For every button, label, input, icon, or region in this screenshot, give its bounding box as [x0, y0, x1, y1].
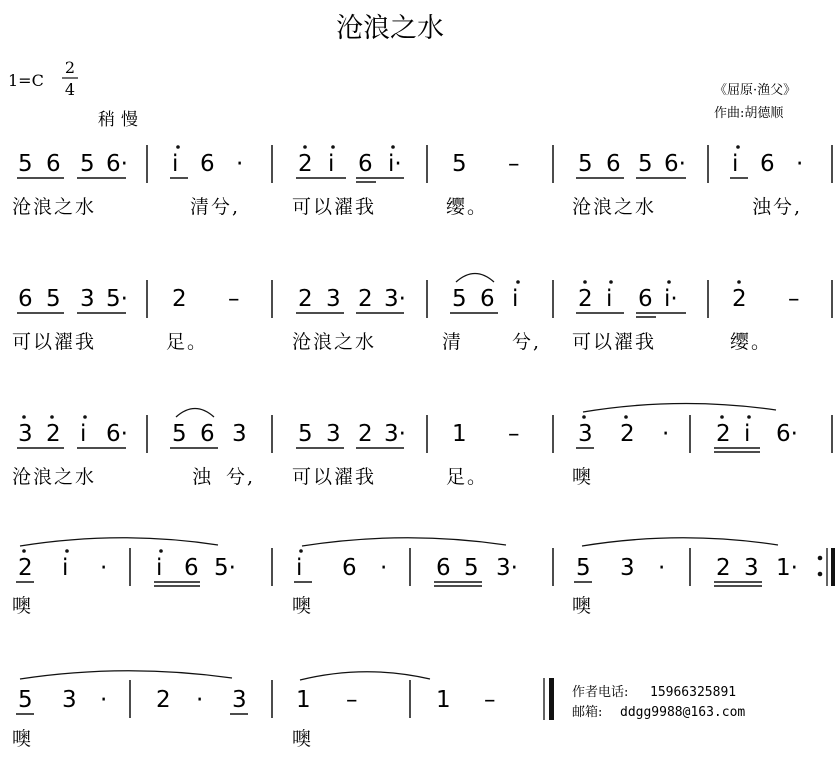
note: 2 — [298, 151, 313, 177]
note: 6 — [638, 286, 653, 312]
note: 6 — [18, 286, 33, 312]
music-line-5 — [12, 671, 554, 750]
note: i — [172, 151, 179, 177]
repeat-thick-barline — [831, 548, 835, 586]
lyric: 沧浪之水 — [12, 196, 97, 218]
note: 2 — [716, 555, 731, 581]
note: 6 — [480, 286, 495, 312]
note: 5 — [464, 555, 479, 581]
note: i — [606, 286, 613, 312]
note: 3 — [18, 421, 33, 447]
music-line-3 — [12, 403, 832, 488]
note: 3 — [620, 555, 635, 581]
note: 2 — [46, 421, 61, 447]
lyric: 浊 — [192, 466, 214, 488]
contact-info — [572, 684, 745, 720]
high-dot — [624, 415, 628, 419]
note: · — [100, 687, 108, 713]
lyric: 清 — [442, 331, 464, 353]
repeat-dot — [818, 556, 823, 561]
final-thick-barline — [549, 678, 554, 720]
note: 1 — [436, 687, 451, 713]
lyric: 兮, — [512, 331, 542, 353]
dash: – — [508, 421, 520, 447]
high-dot — [720, 415, 724, 419]
dash: – — [788, 286, 800, 312]
high-dot — [22, 549, 26, 553]
dash: – — [228, 286, 240, 312]
tempo-marking: 稍慢 — [98, 110, 144, 130]
note: 3 — [326, 421, 341, 447]
high-dot — [736, 145, 740, 149]
note: 6 — [184, 555, 199, 581]
time-sig-bottom: 4 — [64, 80, 76, 99]
note: 6· — [106, 421, 128, 447]
note: i· — [664, 286, 678, 312]
high-dot — [299, 549, 303, 553]
note: 2 — [620, 421, 635, 447]
note: i· — [388, 151, 402, 177]
high-dot — [22, 415, 26, 419]
note: 3 — [578, 421, 593, 447]
lyric: 足。 — [446, 466, 489, 488]
note: · — [658, 555, 666, 581]
note: 3 — [232, 687, 247, 713]
note: 5 — [452, 286, 467, 312]
note: 2 — [716, 421, 731, 447]
lyric: 噢 — [572, 466, 594, 488]
lyric: 缨。 — [730, 331, 773, 353]
high-dot — [159, 549, 163, 553]
composer-text: 作曲:胡德顺 — [714, 106, 784, 121]
high-dot — [609, 280, 613, 284]
note: 6 — [46, 151, 61, 177]
note: 5 — [172, 421, 187, 447]
lyric: 浊兮, — [752, 196, 803, 218]
note: 6 — [200, 421, 215, 447]
repeat-dot — [818, 572, 823, 577]
lyric: 噢 — [12, 595, 34, 617]
lyric: 噢 — [12, 728, 34, 750]
note: 3· — [384, 286, 406, 312]
note: 3· — [496, 555, 518, 581]
lyric: 足。 — [166, 331, 209, 353]
lyric: 沧浪之水 — [12, 466, 97, 488]
high-dot — [583, 280, 587, 284]
note: · — [236, 151, 244, 177]
music-line-4 — [12, 538, 835, 617]
source-text: 《屈原·渔父》 — [714, 83, 797, 98]
note: i — [512, 286, 519, 312]
note: 6· — [664, 151, 686, 177]
note: i — [80, 421, 87, 447]
note: 5 — [452, 151, 467, 177]
note: 2 — [732, 286, 747, 312]
note: 2 — [156, 687, 171, 713]
note: 2 — [172, 286, 187, 312]
note: 5 — [298, 421, 313, 447]
lyric: 缨。 — [446, 196, 489, 218]
high-dot — [50, 415, 54, 419]
high-dot — [83, 415, 87, 419]
music-line-1 — [12, 145, 832, 218]
note: i — [328, 151, 335, 177]
lyric: 可以濯我 — [572, 331, 657, 353]
time-sig-top: 2 — [64, 58, 76, 77]
note: 1 — [296, 687, 311, 713]
lyric: 可以濯我 — [292, 466, 377, 488]
note: 5· — [214, 555, 236, 581]
note: 6 — [760, 151, 775, 177]
note: 6 — [358, 151, 373, 177]
note: 3 — [232, 421, 247, 447]
high-dot — [176, 145, 180, 149]
lyric: 清兮, — [190, 196, 241, 218]
high-dot — [737, 280, 741, 284]
phone-number: 15966325891 — [650, 685, 737, 700]
note: i — [732, 151, 739, 177]
lyric: 兮, — [226, 466, 256, 488]
high-dot — [331, 145, 335, 149]
high-dot — [303, 145, 307, 149]
note: 3 — [80, 286, 95, 312]
note: 2 — [18, 555, 33, 581]
note: 1 — [452, 421, 467, 447]
high-dot — [65, 549, 69, 553]
note: 2 — [358, 286, 373, 312]
slur — [300, 672, 430, 680]
note: 5· — [106, 286, 128, 312]
note: 5 — [18, 151, 33, 177]
note: · — [196, 687, 204, 713]
note: · — [662, 421, 670, 447]
slur — [456, 274, 494, 283]
note: i — [744, 421, 751, 447]
note: 5 — [576, 555, 591, 581]
email-label: 邮箱: — [572, 705, 603, 720]
note: 5 — [46, 286, 61, 312]
note: i — [296, 555, 303, 581]
note: 6 — [200, 151, 215, 177]
note: · — [100, 555, 108, 581]
key-signature: 1=C — [8, 71, 44, 90]
note: 2 — [578, 286, 593, 312]
lyric: 可以濯我 — [12, 331, 97, 353]
slur — [20, 671, 232, 679]
high-dot — [747, 415, 751, 419]
note: i — [62, 555, 69, 581]
dash: – — [484, 687, 496, 713]
lyric: 沧浪之水 — [292, 331, 377, 353]
note: · — [796, 151, 804, 177]
lyric: 噢 — [292, 728, 314, 750]
slur — [176, 409, 214, 418]
note: 6 — [606, 151, 621, 177]
lyric: 可以濯我 — [292, 196, 377, 218]
slur — [582, 538, 778, 546]
dash: – — [508, 151, 520, 177]
note: 2 — [298, 286, 313, 312]
note: 6 — [436, 555, 451, 581]
dash: – — [346, 687, 358, 713]
note: 5 — [80, 151, 95, 177]
high-dot — [582, 415, 586, 419]
note: 2 — [358, 421, 373, 447]
lyric: 沧浪之水 — [572, 196, 657, 218]
note: 1· — [776, 555, 798, 581]
lyric: 噢 — [292, 595, 314, 617]
note: 5 — [18, 687, 33, 713]
note: · — [380, 555, 388, 581]
note: 3· — [384, 421, 406, 447]
high-dot — [391, 145, 395, 149]
note: 5 — [638, 151, 653, 177]
note: 6· — [106, 151, 128, 177]
song-title: 沧浪之水 — [336, 13, 444, 44]
slur — [302, 538, 506, 546]
lyric: 噢 — [572, 595, 594, 617]
note: 6· — [776, 421, 798, 447]
note: 3 — [744, 555, 759, 581]
slur — [20, 538, 218, 546]
note: 6 — [342, 555, 357, 581]
email-address: ddgg9988@163.com — [620, 705, 746, 720]
high-dot — [667, 280, 671, 284]
note: 3 — [326, 286, 341, 312]
slur — [583, 403, 776, 412]
phone-label: 作者电话: — [572, 685, 629, 700]
music-line-2 — [12, 274, 832, 354]
note: 5 — [578, 151, 593, 177]
note: 3 — [62, 687, 77, 713]
high-dot — [516, 280, 520, 284]
note: i — [156, 555, 163, 581]
